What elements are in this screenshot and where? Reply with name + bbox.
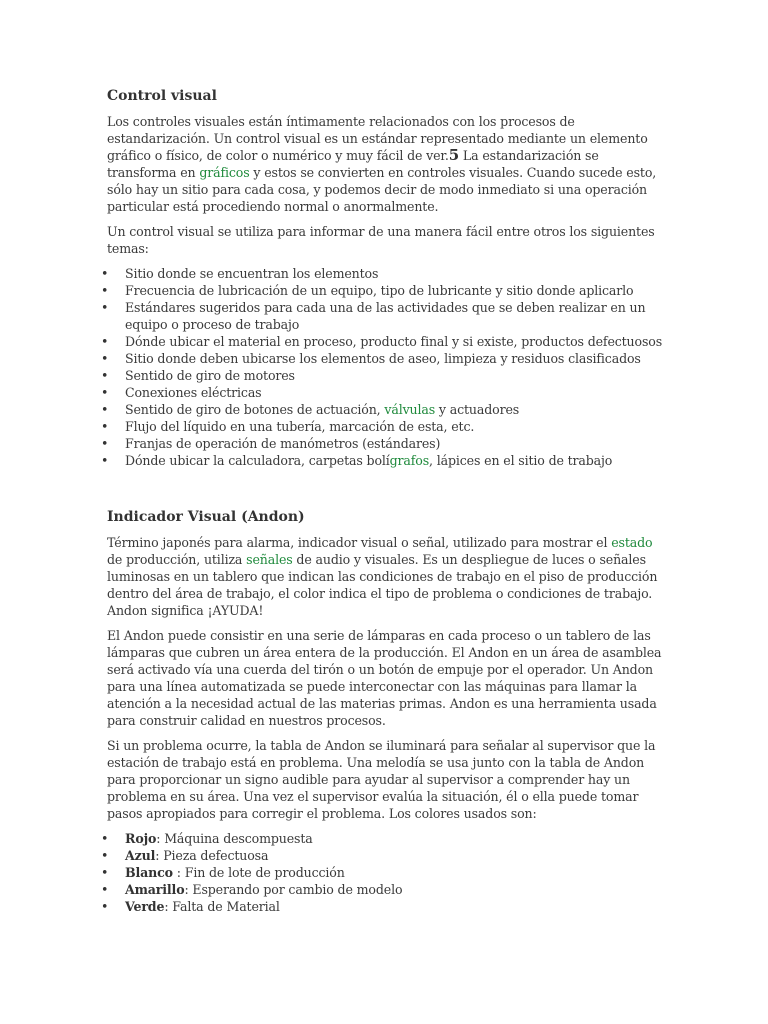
list-item-rojo — [107, 830, 667, 847]
text: Sentido de giro de botones de actuación, — [125, 402, 385, 417]
text: Término japonés para alarma, indicador visual o señal, utilizado para mostrar el — [107, 535, 612, 550]
footnote-ref: 5 — [448, 146, 460, 164]
color-desc: Pieza defectuosa — [163, 848, 269, 863]
paragraph: El Andon puede consistir en una serie de lámparas en cada proceso o un tablero de las lámparas que cubren un área entera de la producción. El Andon en un área de asamblea será activado vía una cuerda del tirón o un botón de empuje por el operador. Un Andon para una línea automatizada se puede interconectar con las máquinas para llamar la atención a la necesidad actual de las materias primas. Andon es una herramienta usada para construir calidad en nuestros procesos. — [107, 628, 662, 728]
paragraph — [107, 113, 667, 215]
color-desc: Fin de lote de producción — [184, 865, 345, 880]
color-desc: Máquina descompuesta — [164, 831, 313, 846]
list-item: • Sitio donde deben ubicarse los elementos de aseo, limpieza y residuos clasificados — [107, 350, 667, 367]
list-item: • Franjas de operación de manómetros (estándares) — [107, 435, 667, 452]
paragraph: Si un problema ocurre, la tabla de Andon se iluminará para señalar al supervisor que la estación de trabajo está en problema. Una melodía se usa junto con la tabla de Andon para proporcionar un signo audible para ayudar al supervisor a comprender hay un problema en su área. Una vez el supervisor evalúa la situación, él o ella puede tomar pasos apropiados para corregir el problema. Los colores usados son: — [107, 738, 656, 821]
document-content — [107, 86, 667, 915]
list-item: • Estándares sugeridos para cada una de las actividades que se deben realizar en un equipo o proceso de trabajo — [107, 299, 667, 333]
text: La estandarización se transforma en — [107, 148, 599, 180]
topics-list — [107, 265, 667, 469]
color-name: Verde — [125, 899, 165, 914]
text: y actuadores — [435, 402, 520, 417]
list-item: • Frecuencia de lubricación de un equipo, tipo de lubricante y sitio donde aplicarlo — [107, 282, 667, 299]
list-item-azul — [107, 847, 667, 864]
list-item-blanco — [107, 864, 667, 881]
text: Los controles visuales están íntimamente relacionados con los procesos de estandarización. Un control visual es un estándar representado mediante un elemento gráfico o físico, de color o numérico y muy fácil de ver. — [107, 114, 648, 163]
list-item: • Sentido de giro de motores — [107, 367, 667, 384]
list-item: • Sitio donde se encuentran los elementos — [107, 265, 667, 282]
list-item: • Flujo del líquido en una tubería, marcación de esta, etc. — [107, 418, 667, 435]
text: Dónde ubicar la calculadora, carpetas bolí — [125, 453, 390, 468]
link-grafos[interactable]: grafos — [389, 453, 430, 468]
list-item-amarillo — [107, 881, 667, 898]
paragraph — [107, 534, 667, 619]
list-item: • Dónde ubicar el material en proceso, producto final y si existe, productos defectuosos — [107, 333, 667, 350]
separator: : — [155, 848, 164, 863]
color-desc: Esperando por cambio de modelo — [192, 882, 403, 897]
color-name: Azul — [125, 848, 156, 863]
section-title-control-visual: Control visual — [107, 88, 217, 104]
link-valvulas[interactable]: válvulas — [384, 402, 436, 417]
color-name: Blanco — [125, 865, 173, 880]
paragraph: Un control visual se utiliza para informar de una manera fácil entre otros los siguientes temas: — [107, 224, 655, 256]
text: , lápices en el sitio de trabajo — [429, 453, 613, 468]
separator: : — [164, 899, 173, 914]
color-desc: Falta de Material — [172, 899, 280, 914]
section-spacer — [107, 469, 667, 507]
list-item — [107, 452, 667, 469]
color-name: Rojo — [125, 831, 157, 846]
list-item — [107, 401, 667, 418]
text: y estos se convierten en controles visuales. Cuando sucede esto, sólo hay un sitio para cada cosa, y podemos decir de modo inmediato si una operación particular está procediendo normal o anormalmente. — [107, 165, 657, 214]
separator: : — [172, 865, 185, 880]
color-name: Amarillo — [125, 882, 185, 897]
andon-colors-list — [107, 830, 667, 915]
link-senales[interactable]: señales — [246, 552, 293, 567]
separator: : — [156, 831, 165, 846]
text: de audio y visuales. Es un despliegue de luces o señales luminosas en un tablero que indican las condiciones de trabajo en el piso de producción dentro del área de trabajo, el color indica el tipo de problema o condiciones de trabajo. Andon significa ¡AYUDA! — [107, 552, 658, 618]
list-item-verde — [107, 898, 667, 915]
text: de producción, utiliza — [107, 552, 247, 567]
section-title-andon: Indicador Visual (Andon) — [107, 509, 305, 525]
link-graficos[interactable]: gráficos — [199, 165, 250, 180]
link-estado[interactable]: estado — [611, 535, 653, 550]
separator: : — [184, 882, 193, 897]
list-item: • Conexiones eléctricas — [107, 384, 667, 401]
